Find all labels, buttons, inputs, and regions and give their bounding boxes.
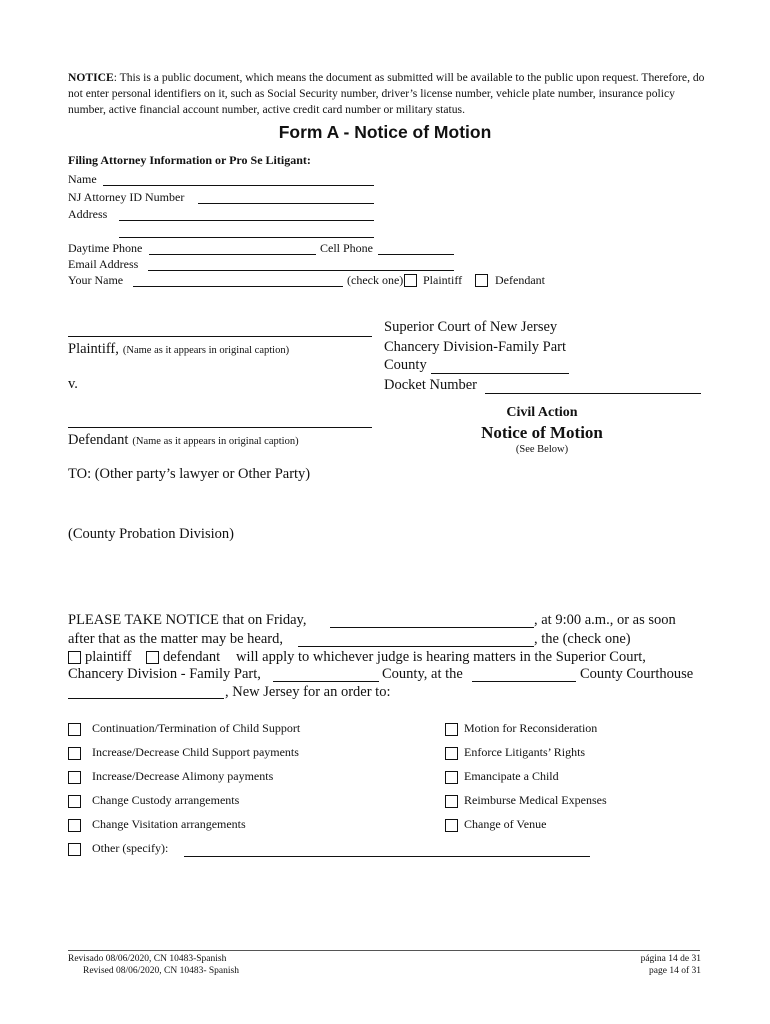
email-label: Email Address xyxy=(68,257,139,271)
notice-label: NOTICE xyxy=(68,71,114,84)
take-notice-l2b: , the (check one) xyxy=(534,631,631,647)
email-field[interactable] xyxy=(148,270,454,271)
plaintiff-caption-label xyxy=(68,340,289,358)
plaintiff-label: Plaintiff, xyxy=(68,341,119,357)
versus-label: v. xyxy=(68,376,78,392)
daytime-phone-label: Daytime Phone xyxy=(68,241,143,255)
hearing-date-field[interactable] xyxy=(330,627,534,628)
probation-line: (County Probation Division) xyxy=(68,526,234,542)
option-reconsideration-checkbox[interactable] xyxy=(445,722,458,740)
take-notice-l4a: Chancery Division - Family Part, xyxy=(68,666,261,682)
footer-left-1: Revisado 08/06/2020, CN 10483-Spanish xyxy=(68,954,227,964)
footer-divider xyxy=(68,950,700,951)
county-label: County xyxy=(384,357,427,373)
option-medical-label: Reimburse Medical Expenses xyxy=(464,793,607,807)
option-custody-checkbox[interactable] xyxy=(68,794,81,812)
option-custody-label: Change Custody arrangements xyxy=(92,793,240,807)
plaintiff-checkbox[interactable] xyxy=(404,273,417,291)
courthouse-city-field[interactable] xyxy=(68,698,224,699)
public-notice xyxy=(68,70,708,118)
option-child-support-payments-checkbox[interactable] xyxy=(68,746,81,764)
take-notice-l2a: after that as the matter may be heard, xyxy=(68,631,283,647)
option-other-label: Other (specify): xyxy=(92,841,169,855)
footer-left-2: Revised 08/06/2020, CN 10483- Spanish xyxy=(83,966,239,976)
option-medical-checkbox[interactable] xyxy=(445,794,458,812)
courthouse-county-field[interactable] xyxy=(472,681,576,682)
footer-right-1: página 14 de 31 xyxy=(640,954,701,964)
notice-plaintiff-label: plaintiff xyxy=(85,649,132,665)
option-enforce-rights-checkbox[interactable] xyxy=(445,746,458,764)
court-line-2: Chancery Division-Family Part xyxy=(384,339,567,355)
option-emancipate-label: Emancipate a Child xyxy=(464,769,559,783)
option-alimony-label: Increase/Decrease Alimony payments xyxy=(92,769,274,783)
cell-phone-field[interactable] xyxy=(378,254,454,255)
venue-county-field[interactable] xyxy=(273,681,379,682)
take-notice-l1b: , at 9:00 a.m., or as soon xyxy=(534,612,676,628)
option-enforce-rights-label: Enforce Litigants’ Rights xyxy=(464,745,586,759)
plaintiff-note: (Name as it appears in original caption) xyxy=(122,345,290,356)
option-child-support-payments-label: Increase/Decrease Child Support payments xyxy=(92,745,299,759)
daytime-phone-field[interactable] xyxy=(149,254,316,255)
footer-right-2: page 14 of 31 xyxy=(649,966,701,976)
plaintiff-option-label: Plaintiff xyxy=(423,273,463,287)
plaintiff-caption-field[interactable] xyxy=(68,336,372,337)
filing-heading: Filing Attorney Information or Pro Se Litigant: xyxy=(68,153,311,167)
your-name-field[interactable] xyxy=(133,286,343,287)
address-field-1[interactable] xyxy=(119,220,374,221)
option-child-support-label: Continuation/Termination of Child Support xyxy=(92,721,301,735)
option-other-field[interactable] xyxy=(184,856,590,857)
cell-phone-label: Cell Phone xyxy=(320,241,373,255)
address-label: Address xyxy=(68,207,108,221)
to-line: TO: (Other party’s lawyer or Other Party) xyxy=(68,466,311,482)
option-other-checkbox[interactable] xyxy=(68,842,81,860)
take-notice-l4b: County, at the xyxy=(382,666,463,682)
address-field-2[interactable] xyxy=(119,237,374,238)
option-reconsideration-label: Motion for Reconsideration xyxy=(464,721,598,735)
option-emancipate-checkbox[interactable] xyxy=(445,770,458,788)
defendant-label: Defendant xyxy=(68,432,129,448)
attorney-id-label: NJ Attorney ID Number xyxy=(68,190,185,204)
option-child-support-checkbox[interactable] xyxy=(68,722,81,740)
name-label: Name xyxy=(68,172,97,186)
attorney-id-field[interactable] xyxy=(198,203,374,204)
notice-text: : This is a public document, which means the document as submitted will be available to the public upon request. Therefore, do not enter personal identifiers on it, such as Social Security number, driver’s license number, vehicle plate number, insurance policy number, active financial account number, active credit card number or military status. xyxy=(68,71,705,116)
docket-field[interactable] xyxy=(485,393,701,394)
court-line-1: Superior Court of New Jersey xyxy=(384,319,558,335)
notice-defendant-label: defendant xyxy=(163,649,221,665)
defendant-caption-label xyxy=(68,431,299,449)
take-notice-l3-rest: will apply to whichever judge is hearing matters in the Superior Court, xyxy=(236,649,646,665)
option-venue-checkbox[interactable] xyxy=(445,818,458,836)
your-name-label: Your Name xyxy=(68,273,124,287)
option-alimony-checkbox[interactable] xyxy=(68,770,81,788)
county-field[interactable] xyxy=(431,373,569,374)
notice-of-motion-heading: Notice of Motion xyxy=(481,423,603,442)
docket-label: Docket Number xyxy=(384,377,478,393)
check-one-label: (check one) xyxy=(347,273,404,287)
take-notice-l5: , New Jersey for an order to: xyxy=(225,684,391,700)
option-visitation-label: Change Visitation arrangements xyxy=(92,817,246,831)
name-field[interactable] xyxy=(103,185,374,186)
take-notice-l4c: County Courthouse xyxy=(580,666,694,682)
defendant-note: (Name as it appears in original caption) xyxy=(132,436,299,447)
heard-by-field[interactable] xyxy=(298,646,534,647)
option-visitation-checkbox[interactable] xyxy=(68,818,81,836)
take-notice-l1a: PLEASE TAKE NOTICE that on Friday, xyxy=(68,612,307,628)
form-title: Form A - Notice of Motion xyxy=(278,122,492,142)
civil-action-label: Civil Action xyxy=(506,405,578,420)
see-below-label: (See Below) xyxy=(515,444,569,455)
defendant-option-label: Defendant xyxy=(495,273,545,287)
option-venue-label: Change of Venue xyxy=(464,817,547,831)
defendant-caption-field[interactable] xyxy=(68,427,372,428)
defendant-checkbox[interactable] xyxy=(475,273,488,291)
